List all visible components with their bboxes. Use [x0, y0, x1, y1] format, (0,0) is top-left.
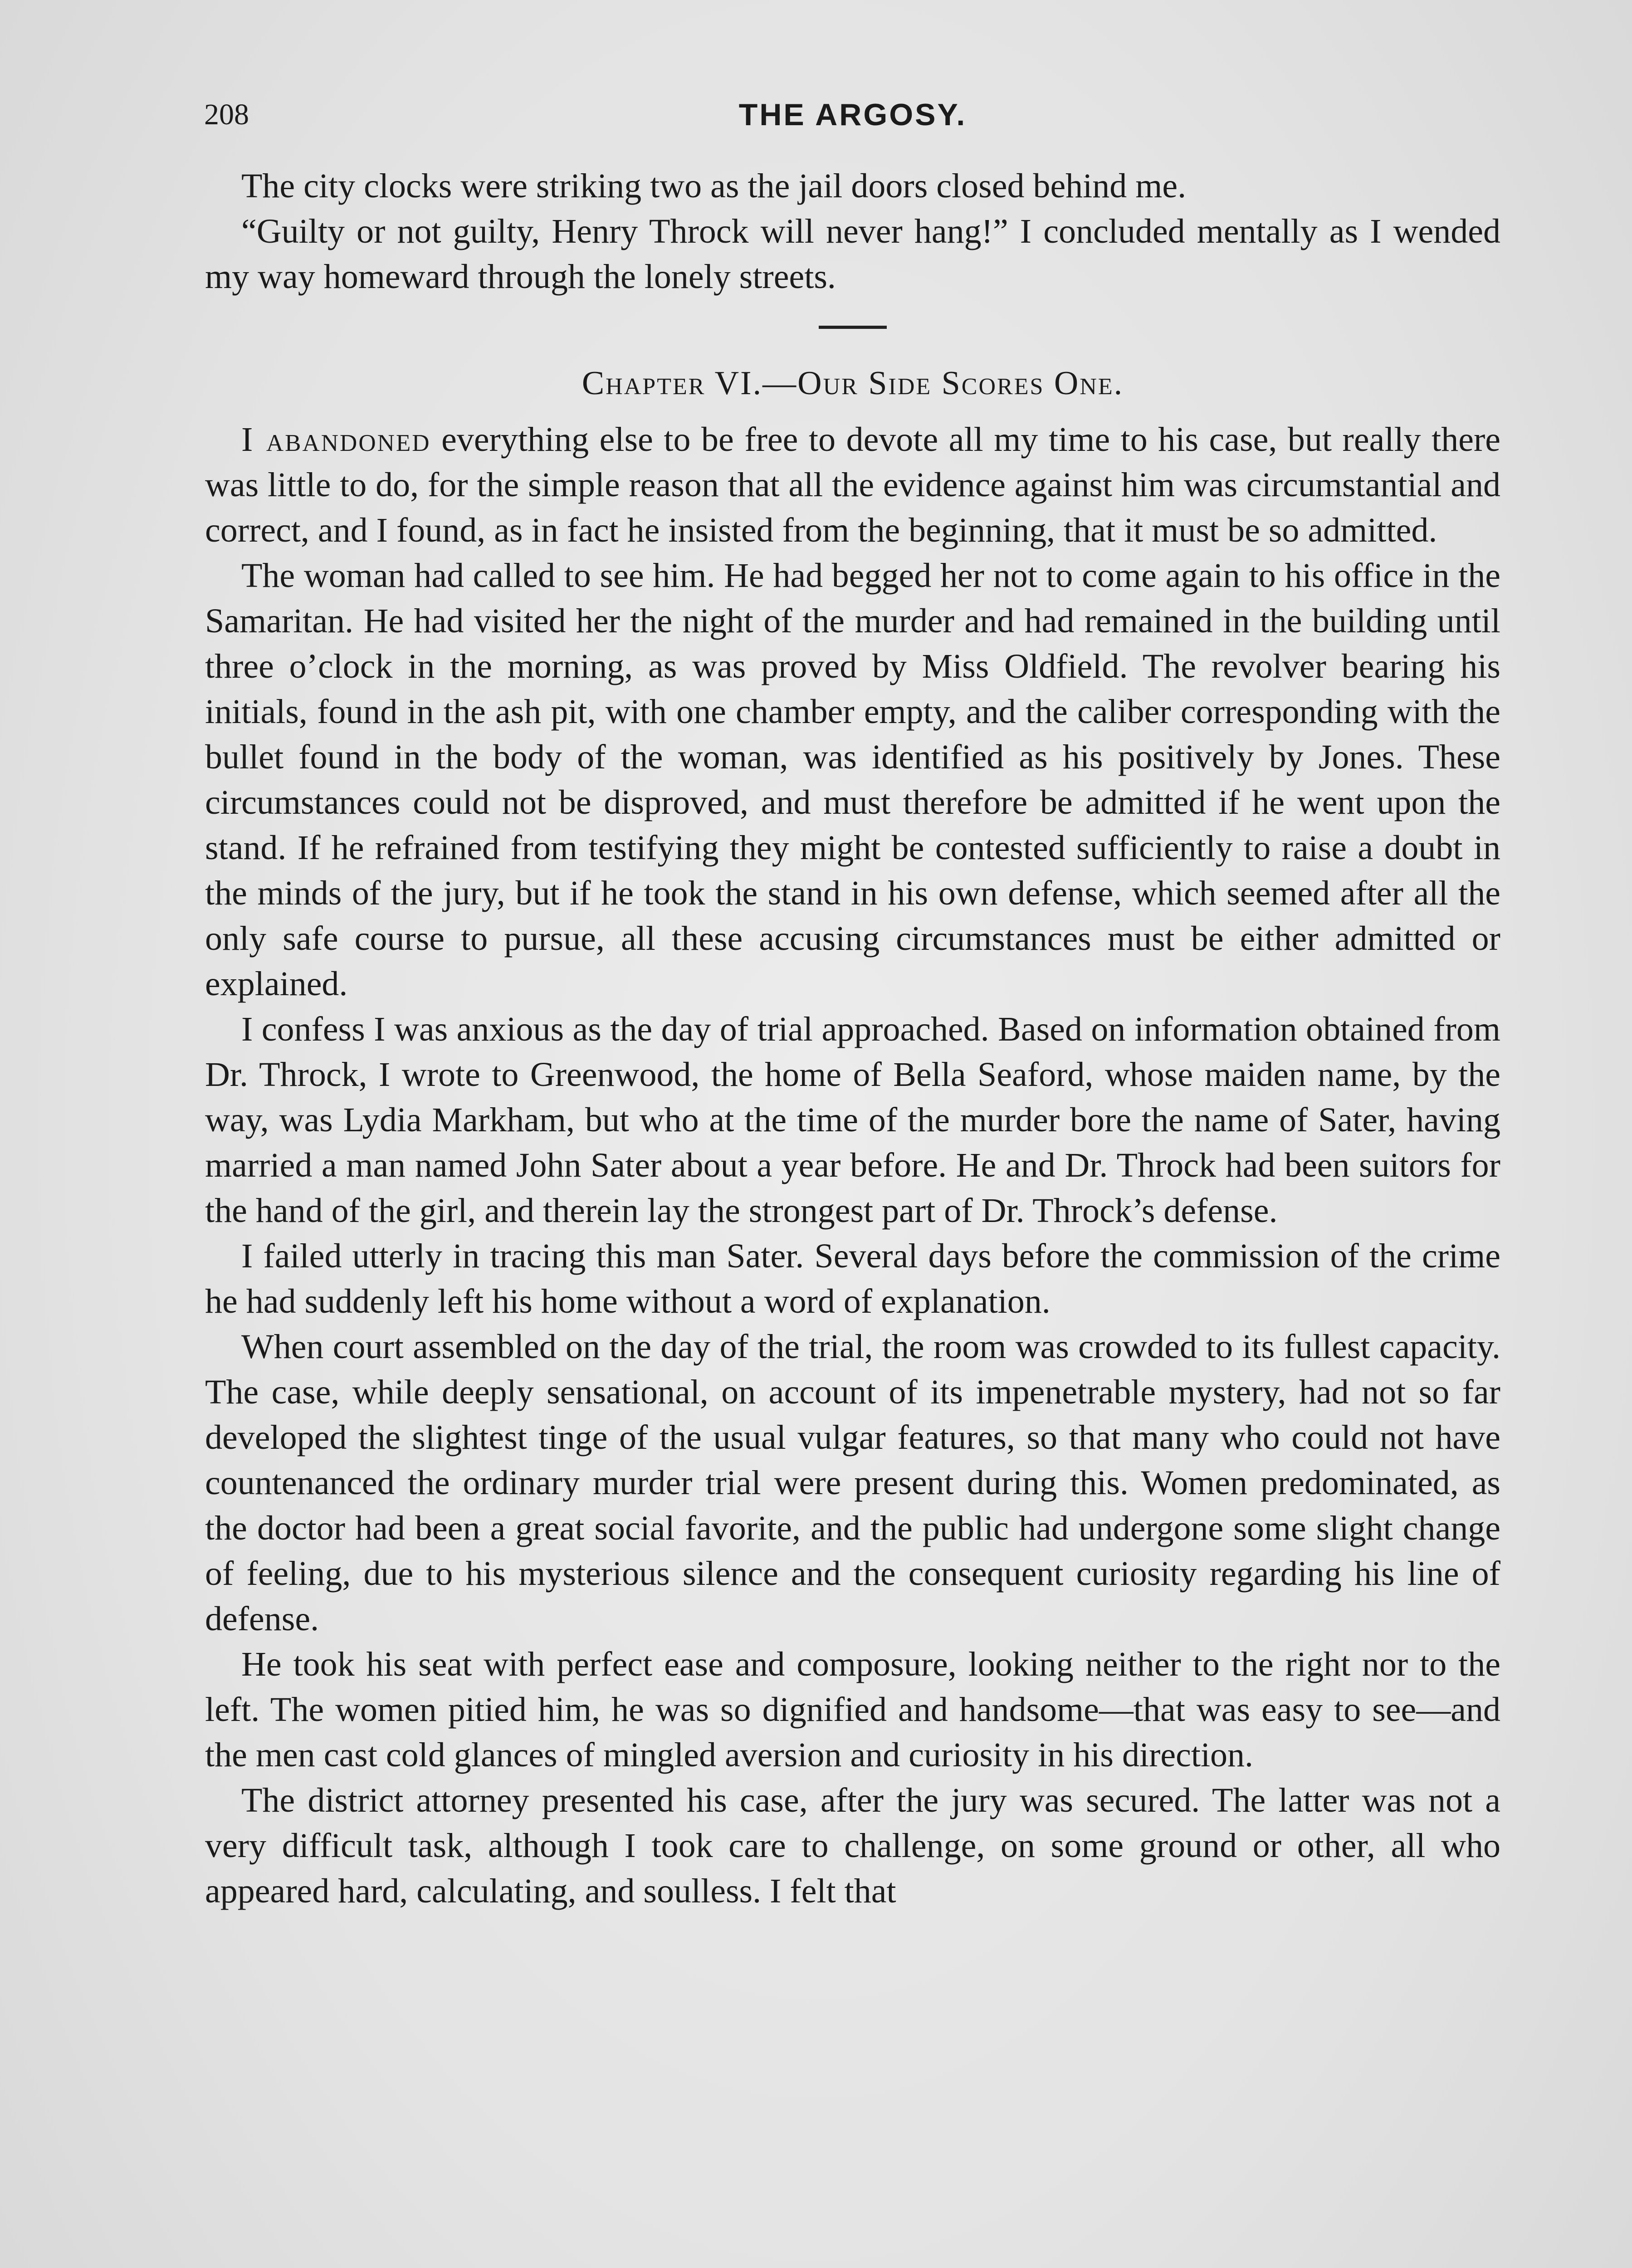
- paragraph-1-text: everything else to be free to devote all my time to his case, but really there was little to do, for the simple reason that all the evidence against him was circumstantial and correct, and I found, as in fact he insisted from the beginning, that it must be so admitted.: [205, 420, 1501, 549]
- chapter-title: Chapter VI.—Our Side Scores One.: [581, 365, 1124, 402]
- paragraph-3: I confess I was anxious as the day of trial approached. Based on information obtained from Dr. Throck, I wrote to Greenwood, the home of Bella Seaford, whose maiden name, by the way, was Lydia Markham, but who at the time of the murder bore the name of Sater, having married a man named John Sater about a year before. He and Dr. Throck had been suitors for the hand of the girl, and therein lay the strongest part of Dr. Throck’s defense.: [205, 1010, 1500, 1230]
- paragraph-2: The woman had called to see him. He had begged her not to come again to his office in the Samaritan. He had visited her the night of the murder and had remained in the building until three o’clock in the morning, as was proved by Miss Oldfield. The revolver bearing his initials, found in the ash pit, with one chamber empty, and the caliber corresponding with the bullet found in the body of the woman, was identified as his positively by Jones. These circumstances could not be disproved, and must therefore be admitted if he went upon the stand. If he refrained from testifying they might be contested sufficiently to raise a doubt in the minds of the jury, but if he took the stand in his own defense, which seemed after all the only safe course to pursue, all these accusing circumstances must be either admitted or explained.: [205, 557, 1500, 1003]
- running-head: THE ARGOSY.: [738, 98, 967, 132]
- page-number: 208: [204, 98, 249, 131]
- opening-line-2: “Guilty or not guilty, Henry Throck will never hang!” I concluded mentally as I wended my way homeward through the lonely streets.: [205, 212, 1500, 296]
- paragraph-lead: I abandoned: [241, 420, 431, 459]
- section-divider: [819, 326, 887, 329]
- paragraph-6: He took his seat with perfect ease and composure, looking neither to the right nor to the left. The women pitied him, he was so dignified and handsome—that was easy to see—and the men cast cold glances of mingled aversion and curiosity in his direction.: [205, 1645, 1500, 1774]
- body-text: [205, 163, 1500, 1914]
- paragraph-4: I failed utterly in tracing this man Sater. Several days before the commission of the crime he had suddenly left his home without a word of explanation.: [205, 1237, 1500, 1320]
- paragraph-1: [205, 417, 1500, 553]
- paragraph-5: When court assembled on the day of the trial, the room was crowded to its fullest capacity. The case, while deeply sensational, on account of its impenetrable mystery, had not so far developed the slightest tinge of the usual vulgar features, so that many who could not have countenanced the ordinary murder trial were present during this. Women predominated, as the doctor had been a great social favorite, and the public had undergone some slight change of feeling, due to his mysterious silence and the consequent curiosity regarding his line of defense.: [205, 1328, 1500, 1638]
- page-header: [204, 94, 1501, 135]
- opening-line-1: The city clocks were striking two as the jail doors closed behind me.: [241, 167, 1187, 205]
- paragraph-7: The district attorney presented his case, after the jury was secured. The latter was not a very difficult task, although I took care to challenge, on some ground or other, all who appeared hard, calculating, and soulless. I felt that: [205, 1781, 1500, 1910]
